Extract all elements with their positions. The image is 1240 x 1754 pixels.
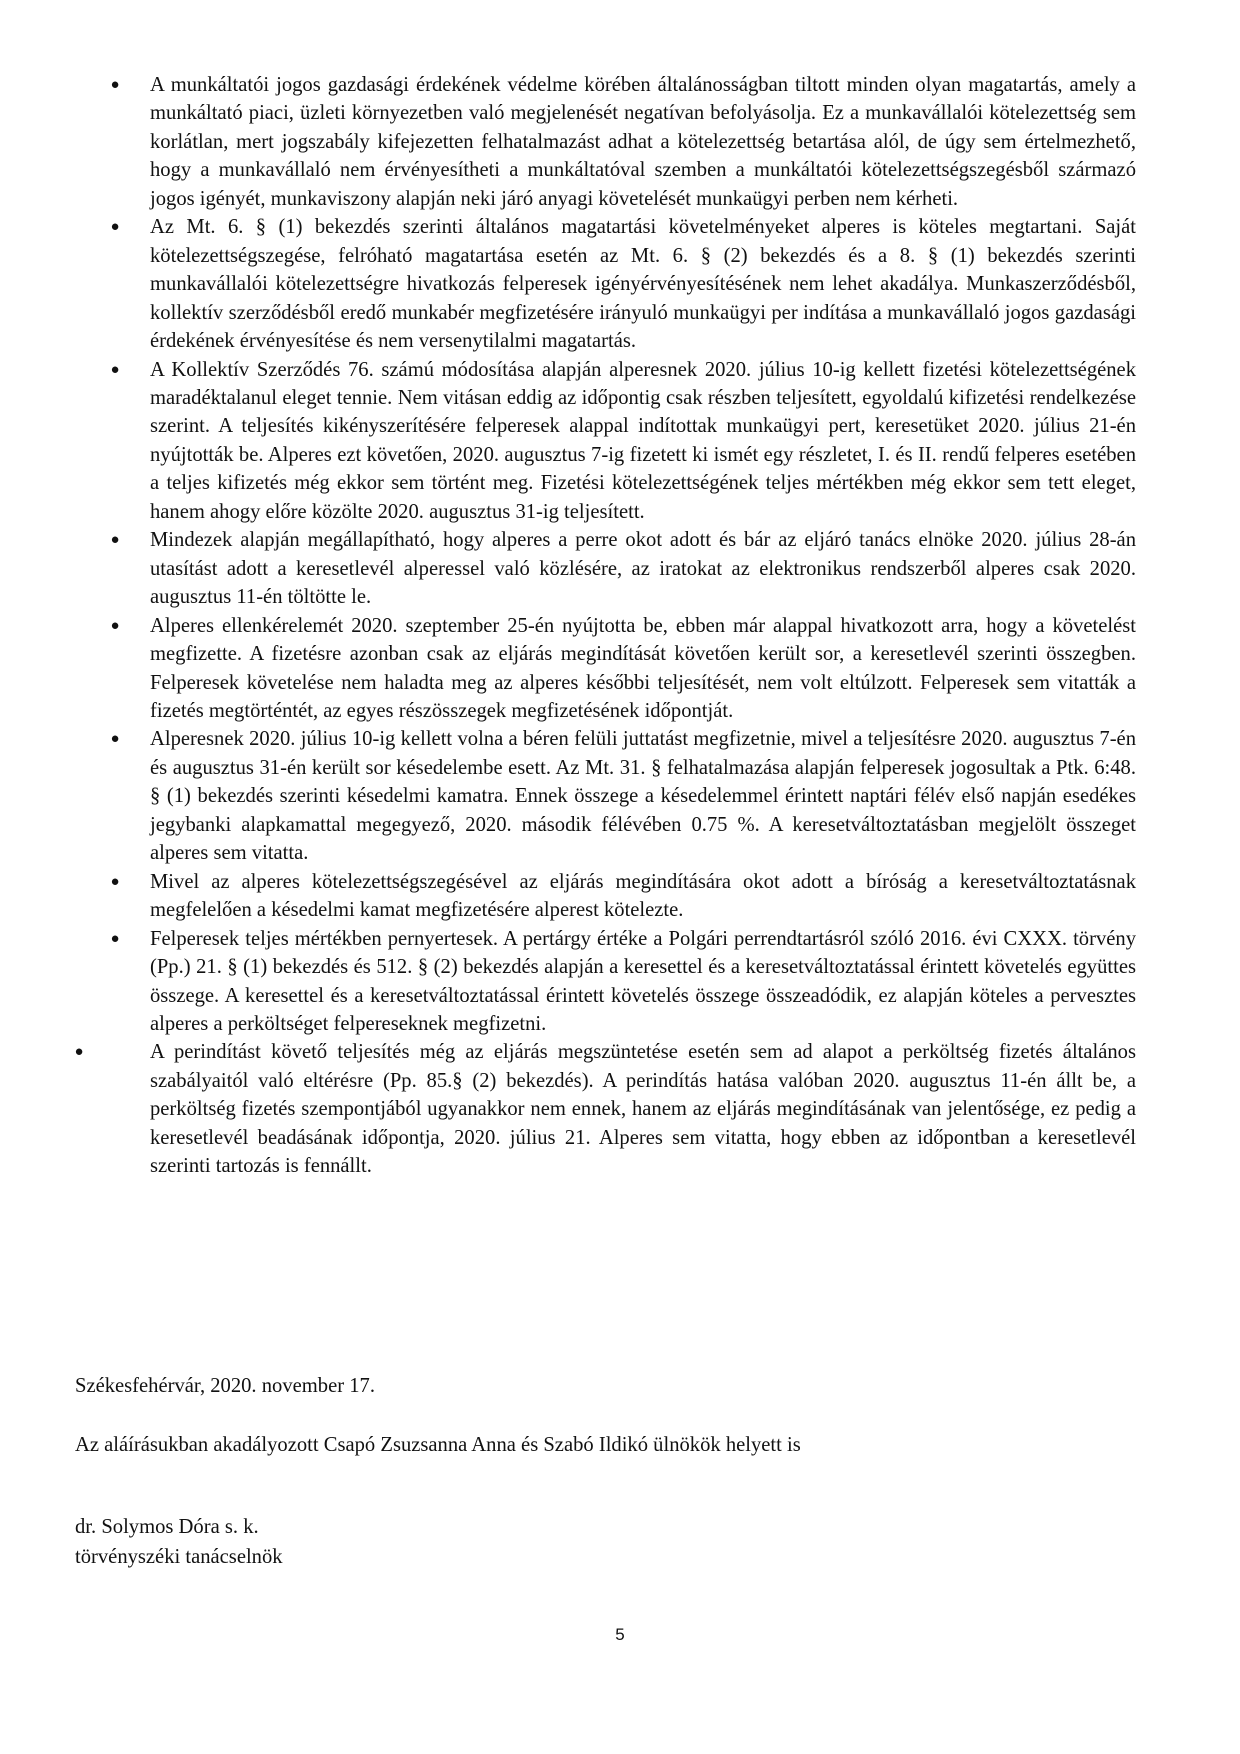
paragraph-text: A Kollektív Szerződés 76. számú módosítása alapján alperesnek 2020. július 10-ig kellett fizetési kötelezettségének maradéktalanul eleget tennie. Nem vitásan eddig az időpontig csak részben teljesített, egyoldalú kifizetési rendelkezése szerint. A teljesítés kikényszerítésére felperesek alappal indítottak munkaügyi pert, keresetüket 2020. július 21-én nyújtották be. Alperes ezt követően, 2020. augusztus 7-ig fizetett ki ismét egy részletet, I. és II. rendű felperes esetében a teljes kifizetés még ekkor sem történt meg. Fizetési kötelezettségének teljes mértékben még ekkor sem tett eleget, hanem ahogy előre közölte 2020. augusztus 31-ig teljesített. — [150, 358, 1136, 523]
list-item — [0, 925, 1240, 1039]
paragraph-text: Mindezek alapján megállapítható, hogy alperes a perre okot adott és bár az eljáró tanács elnöke 2020. július 28-án utasítást adott a keresetlevél alperessel való közlésére, az iratokat az elektronikus rendszerből alperes csak 2020. augusztus 11-én töltötte le. — [150, 529, 1136, 609]
list-item — [0, 213, 1240, 355]
place-and-date: Székesfehérvár, 2020. november 17. — [75, 1375, 375, 1397]
bullet-icon: ● — [110, 77, 120, 93]
paragraph-text: Alperes ellenkérelemét 2020. szeptember 25-én nyújtotta be, ebben már alappal hivatkozott arra, hogy a követelést megfizette. A fizetésre azonban csak az eljárás megindítását követően került sor, a keresetlevél szerinti összegben. Felperesek követelése nem haladta meg az alperes későbbi teljesítését, nem volt eltúlzott. Felperesek sem vitatták a fizetés megtörténtét, az egyes részösszegek megfizetésének időpontját. — [150, 614, 1136, 722]
signers-note: Az aláírásukban akadályozott Csapó Zsuzsanna Anna és Szabó Ildikó ülnökök helyett is — [75, 1434, 801, 1456]
bullet-icon: ● — [110, 930, 120, 947]
bullet-icon: ● — [110, 731, 120, 748]
bullet-icon: ● — [74, 1044, 84, 1061]
list-item — [0, 356, 1240, 527]
signature-block — [75, 1512, 283, 1572]
bullet-icon: ● — [110, 873, 120, 890]
list-item — [0, 526, 1240, 611]
signer-name: dr. Solymos Dóra s. k. — [75, 1516, 259, 1538]
paragraph-text: Az Mt. 6. § (1) bekezdés szerinti általános magatartási követelményeket alperes is köteles megtartani. Saját kötelezettségszegése, felróható magatartása esetén az Mt. 6. § (2) bekezdés és a 8. § (1) bekezdés szerinti munkavállalói kötelezettségre hivatkozás felperesek igényérvényesítésének nem lehet akadálya. Munkaszerződésből, kollektív szerződésből eredő munkabér megfizetésére irányuló munkaügyi per indítása a munkavállaló jogos gazdasági érdekének érvényesítése és nem versenytilalmi magatartás. — [150, 216, 1136, 353]
list-item — [0, 612, 1240, 726]
paragraph-text: Mivel az alperes kötelezettségszegésével az eljárás megindítására okot adott a bíróság a keresetváltoztatásnak megfelelően a késedelmi kamat megfizetésére alperest kötelezte. — [150, 870, 1136, 922]
list-item — [0, 868, 1240, 925]
page-number: 5 — [615, 1625, 625, 1644]
bullet-icon: ● — [110, 617, 120, 634]
bullet-icon: ● — [110, 219, 120, 236]
list-item — [0, 725, 1240, 867]
paragraph-text: A munkáltatói jogos gazdasági érdekének védelme körében általánosságban tiltott minden olyan magatartás, amely a munkáltató piaci, üzleti környezetben való megjelenését negatívan befolyásolja. Ez a munkavállalói kötelezettség sem korlátlan, mert jogszabály kifejezetten felhatalmazást adhat a kötelezettség betartása alól, de úgy sem értelmezhető, hogy a munkavállaló nem érvényesítheti a munkáltatóval szemben a munkáltatói kötelezettségszegésből származó jogos igényét, munkaviszony alapján neki járó anyagi követelését munkaügyi perben nem kérheti. — [150, 74, 1136, 210]
reasoning-bullet-list — [0, 71, 1240, 1181]
paragraph-text: Felperesek teljes mértékben pernyertesek. A pertárgy értéke a Polgári perrendtartásról szóló 2016. évi CXXX. törvény (Pp.) 21. § (1) bekezdés és 512. § (2) bekezdés alapján a keresettel és a keresetváltoztatással érintett követelés együttes összege. A keresettel és a keresetváltoztatással érintett követelés összege összeadódik, ez alapján köteles a pervesztes alperes a perköltséget felpereseknek megfizetni. — [150, 927, 1136, 1035]
list-item — [0, 1038, 1240, 1180]
bullet-icon: ● — [110, 532, 120, 549]
signer-title: törvényszéki tanácselnök — [75, 1546, 283, 1568]
paragraph-text: Alperesnek 2020. július 10-ig kellett volna a béren felüli juttatást megfizetnie, mivel a teljesítésre 2020. augusztus 7-én és augusztus 31-én került sor késedelembe esett. Az Mt. 31. § felhatalmazása alapján felperesek jogosultak a Ptk. 6:48. § (1) bekezdés szerinti késedelmi kamatra. Ennek összege a késedelemmel érintett naptári félév első napján esedékes jegybanki alapkamattal megegyező, 2020. második félévében 0.75 %. A keresetváltoztatásban megjelölt összeget alperes sem vitatta. — [150, 728, 1136, 865]
bullet-icon: ● — [110, 361, 120, 378]
list-item — [0, 71, 1240, 213]
paragraph-text: A perindítást követő teljesítés még az eljárás megszüntetése esetén sem ad alapot a perköltség fizetés általános szabályaitól való eltérésre (Pp. 85.§ (2) bekezdés). A perindítás hatása valóban 2020. augusztus 11-én állt be, a perköltség fizetés szempontjából ugyanakkor nem ennek, hanem az eljárás megindításának van jelentősége, ez pedig a keresetlevél beadásának időpontja, 2020. július 21. Alperes sem vitatta, hogy ebben az időpontban a keresetlevél szerinti tartozás is fennállt. — [150, 1041, 1136, 1178]
